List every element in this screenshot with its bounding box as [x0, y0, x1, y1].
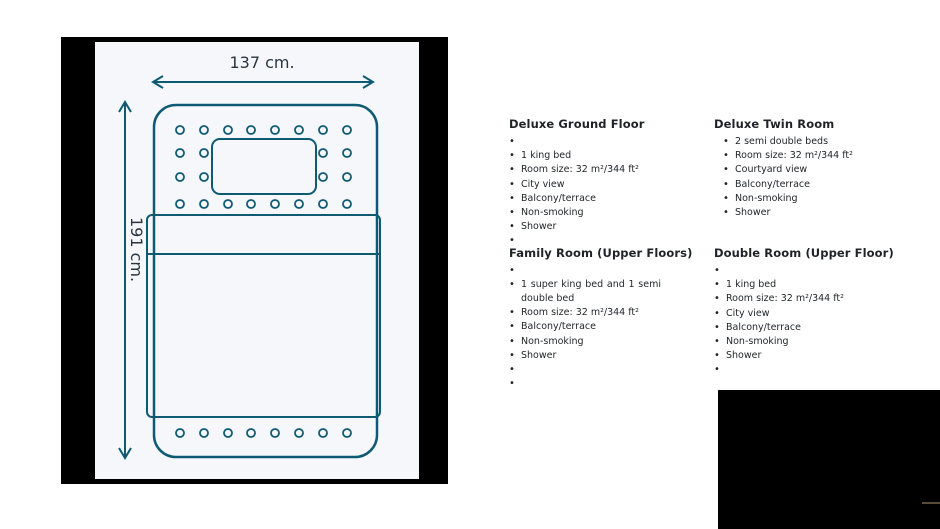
- tufting-dot: [271, 200, 279, 208]
- list-item: • Shower: [723, 206, 853, 220]
- tufting-dot: [247, 429, 255, 437]
- room-title: Family Room (Upper Floors): [509, 246, 693, 260]
- duvet-outline: [147, 215, 380, 417]
- room-title: Deluxe Twin Room: [714, 117, 835, 131]
- list-item: • Balcony/terrace: [723, 178, 853, 192]
- list-item: [509, 135, 645, 149]
- tufting-dot: [176, 173, 184, 181]
- tufting-dot: [176, 149, 184, 157]
- list-item: [509, 377, 692, 391]
- length-dimension-label: 191 cm.: [127, 216, 147, 283]
- tufting-dot: [247, 126, 255, 134]
- list-item: • Room size: 32 m²/344 ft²: [714, 292, 894, 306]
- tufting-dot: [176, 429, 184, 437]
- tufting-dot: [247, 200, 255, 208]
- list-item: • 2 semi double beds: [723, 135, 853, 149]
- list-item: • Balcony/terrace: [509, 192, 645, 206]
- tufting-dot: [319, 173, 327, 181]
- list-item: • Shower: [714, 349, 894, 363]
- width-dimension-label: 137 cm.: [229, 53, 295, 72]
- list-item: • Non-smoking: [714, 335, 894, 349]
- room-family-upper-floors: [509, 246, 692, 391]
- black-overlay-panel: [718, 390, 940, 529]
- list-item: • Room size: 32 m²/344 ft²: [509, 306, 692, 320]
- mattress-tufting: [176, 126, 351, 437]
- room-feature-list: [509, 135, 645, 249]
- tufting-dot: [200, 126, 208, 134]
- room-deluxe-twin: [714, 117, 853, 220]
- tufting-dot: [176, 200, 184, 208]
- list-item: [509, 264, 692, 278]
- tufting-dot: [200, 429, 208, 437]
- list-item: • Room size: 32 m²/344 ft²: [509, 163, 645, 177]
- list-item: • Non-smoking: [509, 335, 692, 349]
- list-item: • Non-smoking: [509, 206, 645, 220]
- room-double-upper-floor: [714, 246, 894, 378]
- room-title: Deluxe Ground Floor: [509, 117, 645, 131]
- tufting-dot: [271, 429, 279, 437]
- list-item: • Courtyard view: [723, 163, 853, 177]
- tufting-dot: [343, 429, 351, 437]
- tufting-dot: [224, 429, 232, 437]
- overlay-mark: [922, 502, 940, 504]
- list-item: • 1 super king bed and 1 semi double bed: [509, 278, 661, 306]
- tufting-dot: [271, 126, 279, 134]
- tufting-dot: [343, 149, 351, 157]
- tufting-dot: [200, 173, 208, 181]
- tufting-dot: [319, 126, 327, 134]
- list-item: • 1 king bed: [509, 149, 645, 163]
- list-item: • Room size: 32 m²/344 ft²: [723, 149, 853, 163]
- tufting-dot: [224, 200, 232, 208]
- pillow-outline: [212, 139, 316, 194]
- room-deluxe-ground-floor: [509, 117, 645, 249]
- room-title: Double Room (Upper Floor): [714, 246, 894, 260]
- tufting-dot: [343, 200, 351, 208]
- list-item: [714, 363, 894, 377]
- list-item: • Balcony/terrace: [509, 320, 692, 334]
- list-item: [714, 264, 894, 278]
- tufting-dot: [200, 149, 208, 157]
- tufting-dot: [343, 126, 351, 134]
- tufting-dot: [319, 429, 327, 437]
- tufting-dot: [176, 126, 184, 134]
- list-item: • 1 king bed: [714, 278, 894, 292]
- tufting-dot: [295, 200, 303, 208]
- list-item: • City view: [714, 307, 894, 321]
- list-item: • Shower: [509, 220, 645, 234]
- room-feature-list: [509, 264, 692, 391]
- bed-frame-outline: [154, 105, 377, 457]
- tufting-dot: [295, 429, 303, 437]
- list-item: • Non-smoking: [723, 192, 853, 206]
- tufting-dot: [319, 149, 327, 157]
- tufting-dot: [200, 200, 208, 208]
- room-feature-list: [714, 264, 894, 378]
- tufting-dot: [319, 200, 327, 208]
- list-item: [509, 363, 692, 377]
- list-item: • Shower: [509, 349, 692, 363]
- room-feature-list: [714, 135, 853, 220]
- list-item: • Balcony/terrace: [714, 321, 894, 335]
- tufting-dot: [295, 126, 303, 134]
- list-item: • City view: [509, 178, 645, 192]
- tufting-dot: [224, 126, 232, 134]
- tufting-dot: [343, 173, 351, 181]
